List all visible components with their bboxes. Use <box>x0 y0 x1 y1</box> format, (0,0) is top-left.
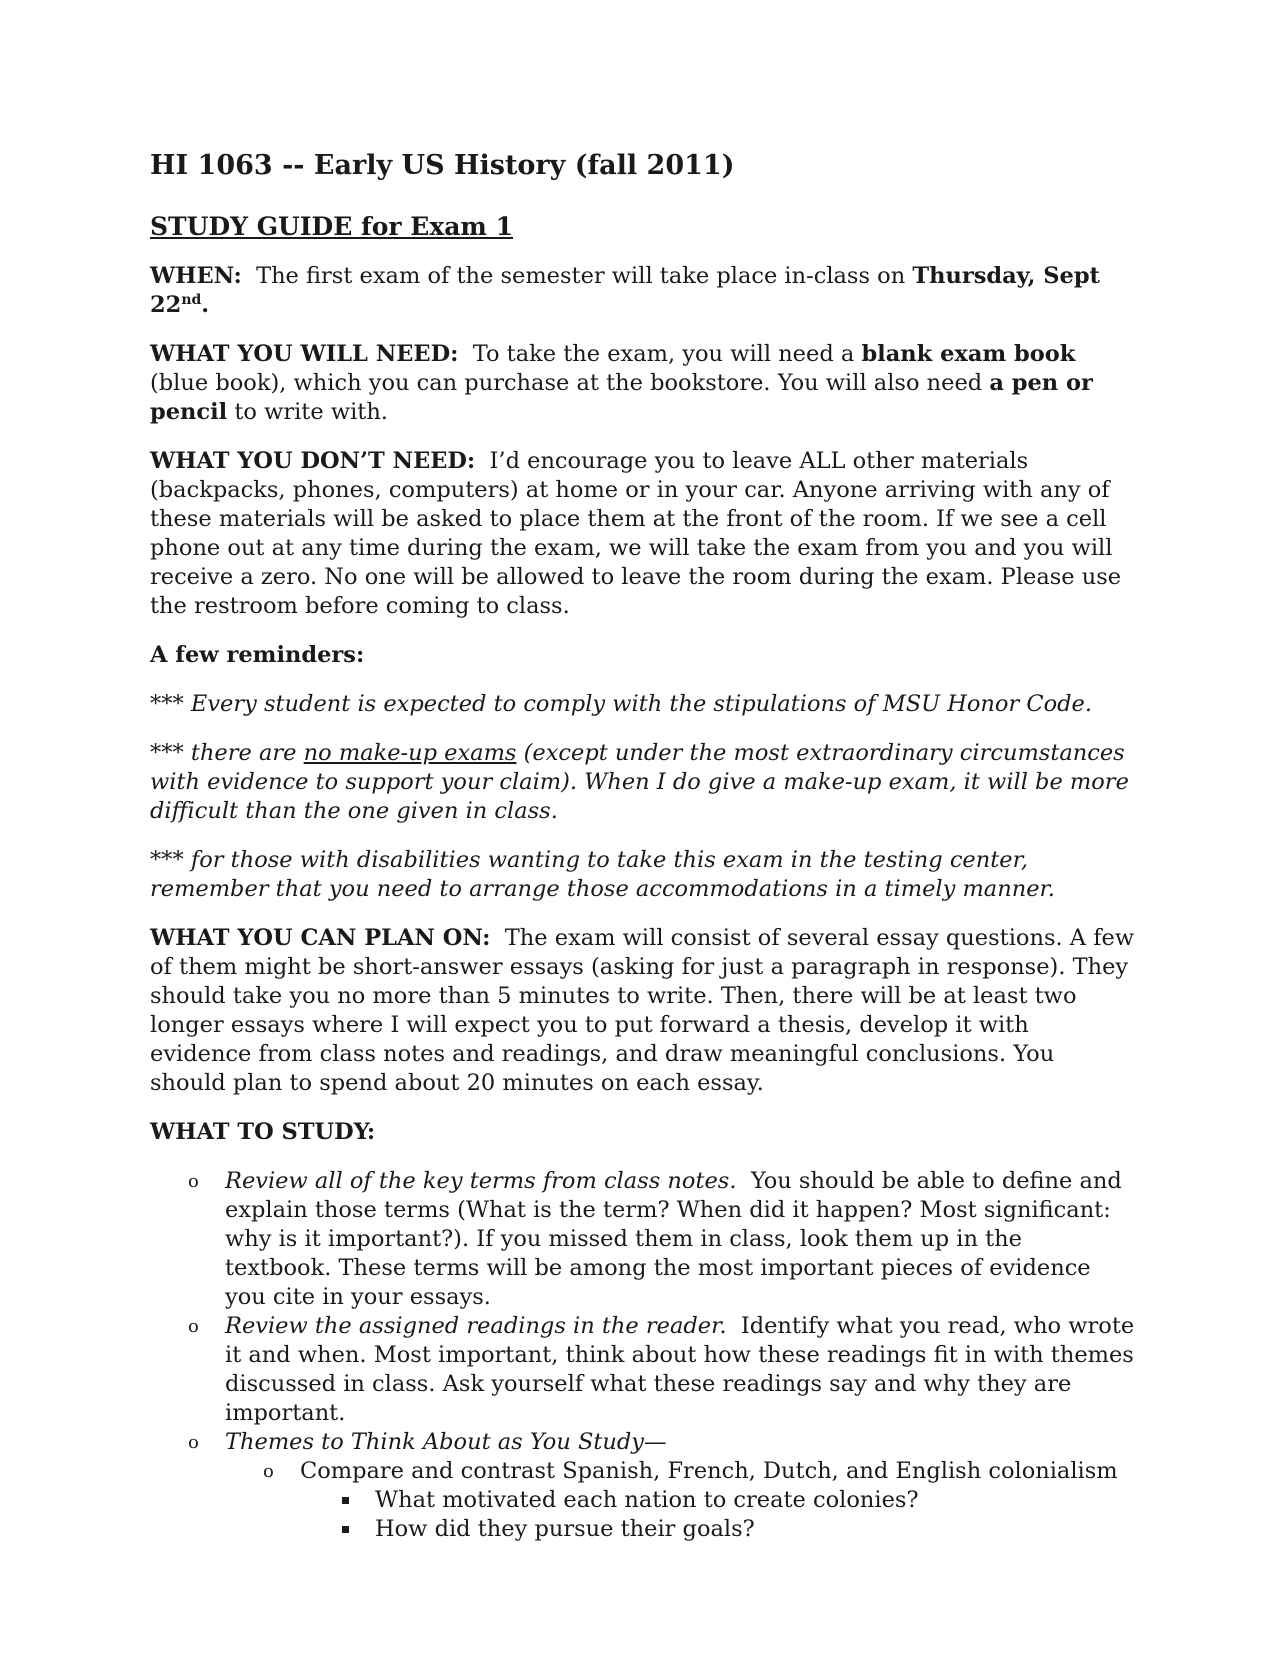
list-item <box>150 1312 1135 1428</box>
study-item-lead: Themes to Think About as You Study— <box>225 1429 667 1455</box>
need-text-2: (blue book), which you can purchase at the bookstore. You will also need <box>150 370 983 396</box>
circle-bullet-icon: o <box>188 1316 199 1337</box>
when-text: The first exam of the semester will take place in-class on <box>256 263 906 289</box>
study-list <box>150 1167 1135 1544</box>
study-item-lead: Review all of the key terms from class notes. <box>225 1168 737 1194</box>
exam-date: Thursday, Sept 22 <box>150 263 1100 318</box>
reminders-heading: A few reminders: <box>150 642 365 668</box>
list-item <box>150 1428 1135 1544</box>
need-pen: a pen or pencil <box>150 370 1093 425</box>
need-label: WHAT YOU WILL NEED: <box>150 341 459 367</box>
plan-paragraph <box>150 924 1135 1098</box>
exam-date-suffix: nd <box>181 292 202 308</box>
reminder-no-make-up: no make-up exams <box>303 740 517 766</box>
theme-question: How did they pursue their goals? <box>375 1516 755 1542</box>
page-title: HI 1063 -- Early US History (fall 2011) <box>150 150 735 181</box>
study-item-lead: Review the assigned readings in the reader. <box>225 1313 727 1339</box>
theme-questions-list <box>300 1486 1135 1544</box>
document-body <box>150 148 1135 1544</box>
theme-text: Compare and contrast Spanish, French, Dutch, and English colonialism <box>300 1458 1118 1484</box>
need-exam-book: blank exam book <box>861 341 1076 367</box>
exam-date-end: . <box>201 292 210 318</box>
square-bullet-icon <box>342 1497 349 1504</box>
theme-question: What motivated each nation to create colonies? <box>375 1487 919 1513</box>
list-item <box>300 1515 1135 1544</box>
themes-list <box>225 1457 1135 1544</box>
circle-bullet-icon: o <box>263 1461 274 1482</box>
dont-need-label: WHAT YOU DON’T NEED: <box>150 448 476 474</box>
plan-text: The exam will consist of several essay questions. A few of them might be short-answer essays (asking for just a paragraph in response). They should take you no more than 5 minutes to write. Then, there will be at least two longer essays where I will expect you to put forward a thesis, develop it with evidence from class notes and readings, and draw meaningful conclusions. You should plan to spend about 20 minutes on each essay. <box>150 925 1135 1096</box>
list-item <box>225 1457 1135 1544</box>
reminder-make-up-post: (except under the most extraordinary circumstances with evidence to support your claim). When I do give a make-up exam, it will be more difficult than the one given in class. <box>150 740 1129 824</box>
reminder-honor-code: *** Every student is expected to comply with the stipulations of MSU Honor Code. <box>150 691 1093 717</box>
list-item <box>150 1167 1135 1312</box>
reminder-disabilities: *** for those with disabilities wanting to take this exam in the testing center, remember that you need to arrange those accommodations in a timely manner. <box>150 847 1055 902</box>
study-item-text: You should be able to define and explain those terms (What is the term? When did it happen? Most significant: why is it important?). If you missed them in class, look them up in the textbook. These terms will be among the most important pieces of evidence you cite in your essays. <box>225 1168 1122 1310</box>
dont-need-paragraph <box>150 447 1135 621</box>
reminder-make-up <box>150 739 1135 826</box>
reminder-make-up-pre: *** there are <box>150 740 297 766</box>
need-text-3: to write with. <box>234 399 388 425</box>
list-item <box>300 1486 1135 1515</box>
dont-need-text: I’d encourage you to leave ALL other materials (backpacks, phones, computers) at home or in your car. Anyone arriving with any of these materials will be asked to place them at the front of the room. If we see a cell phone out at any time during the exam, we will take the exam from you and you will receive a zero. No one will be allowed to leave the room during the exam. Please use the restroom before coming to class. <box>150 448 1122 619</box>
circle-bullet-icon: o <box>188 1171 199 1192</box>
plan-label: WHAT YOU CAN PLAN ON: <box>150 925 491 951</box>
need-text-1: To take the exam, you will need a <box>472 341 855 367</box>
square-bullet-icon <box>342 1526 349 1533</box>
need-paragraph <box>150 340 1135 427</box>
study-heading: WHAT TO STUDY: <box>150 1119 376 1145</box>
page-subtitle: STUDY GUIDE for Exam 1 <box>150 212 513 241</box>
study-item-text: Identify what you read, who wrote it and when. Most important, think about how these readings fit in with themes discussed in class. Ask yourself what these readings say and why they are important. <box>225 1313 1135 1426</box>
circle-bullet-icon: o <box>188 1432 199 1453</box>
when-label: WHEN: <box>150 263 242 289</box>
when-paragraph <box>150 262 1135 320</box>
